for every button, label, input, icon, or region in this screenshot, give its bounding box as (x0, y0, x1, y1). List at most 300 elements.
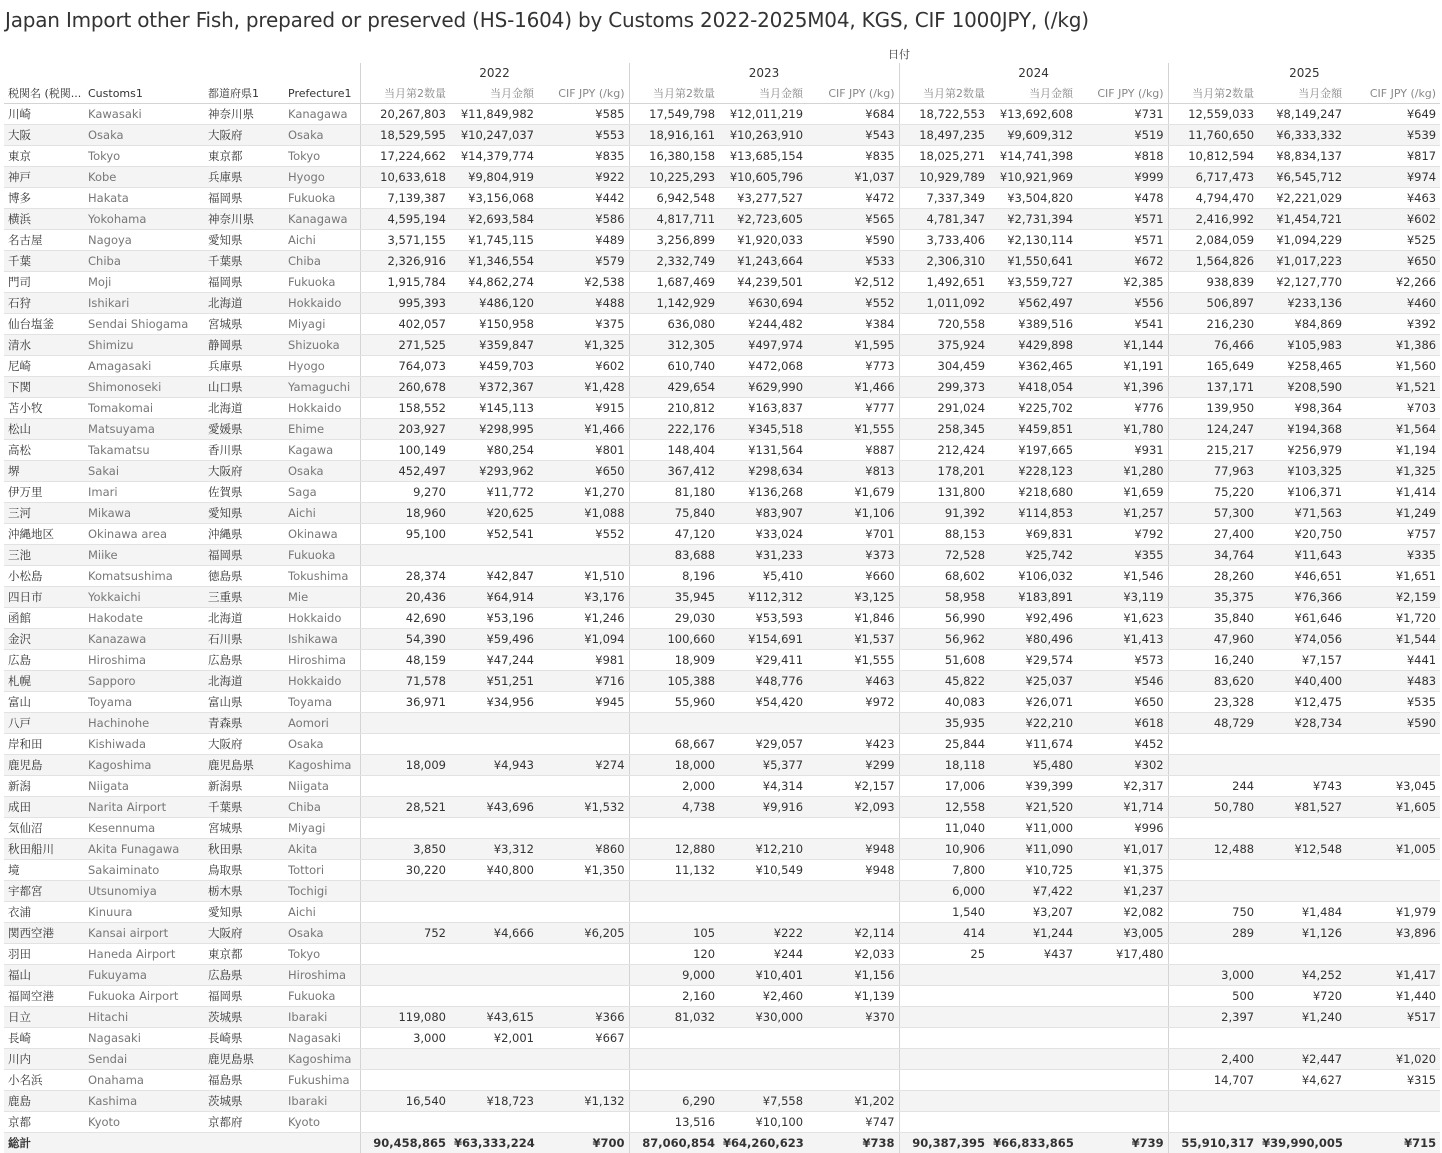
amount-cell: ¥14,741,398 (989, 146, 1077, 167)
amount-cell: ¥81,527 (1258, 797, 1346, 818)
amount-cell: ¥222 (719, 923, 807, 944)
customs-en-header[interactable]: Customs1 (84, 83, 204, 104)
prefecture-en: Shizuoka (284, 335, 360, 356)
cif-cell (1077, 1091, 1168, 1112)
amount-cell: ¥2,221,029 (1258, 188, 1346, 209)
prefecture-jp: 福島県 (204, 1070, 284, 1091)
quantity-header[interactable]: 当月第2数量 (360, 83, 450, 104)
quantity-cell: 212,424 (899, 440, 989, 461)
quantity-cell: 95,100 (360, 524, 450, 545)
table-row[interactable] (4, 1091, 1440, 1112)
amount-cell: ¥5,377 (719, 755, 807, 776)
cif-cell: ¥384 (807, 314, 899, 335)
quantity-cell: 6,000 (899, 881, 989, 902)
table-row[interactable] (4, 482, 1440, 503)
amount-cell (719, 1028, 807, 1049)
customs-name-en: Hakata (84, 188, 204, 209)
cif-cell: ¥2,266 (1346, 272, 1440, 293)
cif-cell: ¥315 (1346, 1070, 1440, 1091)
table-row[interactable] (4, 188, 1440, 209)
quantity-cell (629, 1049, 719, 1070)
quantity-cell: 47,960 (1168, 629, 1258, 650)
amount-cell (719, 1070, 807, 1091)
cif-cell (1346, 1091, 1440, 1112)
amount-cell: ¥472,068 (719, 356, 807, 377)
table-row[interactable] (4, 734, 1440, 755)
amount-cell: ¥11,772 (450, 482, 538, 503)
prefecture-jp: 愛知県 (204, 503, 284, 524)
customs-name-en: Sapporo (84, 671, 204, 692)
amount-cell: ¥630,694 (719, 293, 807, 314)
amount-header[interactable]: 当月金額 (450, 83, 538, 104)
table-row[interactable] (4, 944, 1440, 965)
customs-name-en: Amagasaki (84, 356, 204, 377)
amount-cell (989, 1007, 1077, 1028)
table-row[interactable] (4, 335, 1440, 356)
cif-cell: ¥375 (538, 314, 629, 335)
total-amount-cell: ¥39,990,005 (1258, 1133, 1346, 1153)
customs-name-jp: 宇都宮 (4, 881, 84, 902)
amount-cell: ¥1,745,115 (450, 230, 538, 251)
amount-header[interactable]: 当月金額 (989, 83, 1077, 104)
prefecture-en: Miyagi (284, 818, 360, 839)
cif-cell: ¥553 (538, 125, 629, 146)
cif-cell: ¥299 (807, 755, 899, 776)
prefecture-jp: 千葉県 (204, 251, 284, 272)
prefecture-en: Aichi (284, 230, 360, 251)
quantity-cell: 2,416,992 (1168, 209, 1258, 230)
customs-name-jp: 新潟 (4, 776, 84, 797)
quantity-cell (1168, 881, 1258, 902)
cif-cell: ¥2,512 (807, 272, 899, 293)
quantity-cell (360, 545, 450, 566)
customs-name-jp: 長崎 (4, 1028, 84, 1049)
quantity-cell: 165,649 (1168, 356, 1258, 377)
quantity-cell: 752 (360, 923, 450, 944)
cif-cell: ¥1,623 (1077, 608, 1168, 629)
cif-cell: ¥948 (807, 839, 899, 860)
quantity-cell: 68,667 (629, 734, 719, 755)
cif-cell: ¥701 (807, 524, 899, 545)
quantity-cell: 215,217 (1168, 440, 1258, 461)
cif-cell (538, 818, 629, 839)
quantity-cell: 56,962 (899, 629, 989, 650)
customs-name-en: Komatsushima (84, 566, 204, 587)
table-row[interactable] (4, 104, 1440, 125)
customs-name-en: Niigata (84, 776, 204, 797)
table-row[interactable] (4, 377, 1440, 398)
cif-cell: ¥571 (1077, 230, 1168, 251)
quantity-cell: 18,909 (629, 650, 719, 671)
year-header[interactable]: 2023 (629, 63, 899, 83)
table-row[interactable] (4, 251, 1440, 272)
table-row[interactable] (4, 755, 1440, 776)
quantity-cell: 7,800 (899, 860, 989, 881)
cif-cell: ¥1,440 (1346, 986, 1440, 1007)
cif-cell: ¥813 (807, 461, 899, 482)
amount-cell: ¥43,696 (450, 797, 538, 818)
prefecture-en: Hokkaido (284, 671, 360, 692)
customs-name-en: Imari (84, 482, 204, 503)
cif-cell (807, 1049, 899, 1070)
customs-name-en: Fukuyama (84, 965, 204, 986)
table-row[interactable] (4, 566, 1440, 587)
table-row[interactable] (4, 902, 1440, 923)
cif-cell: ¥1,414 (1346, 482, 1440, 503)
table-row[interactable] (4, 524, 1440, 545)
quantity-cell: 500 (1168, 986, 1258, 1007)
customs-name-en: Hachinohe (84, 713, 204, 734)
cif-cell: ¥1,139 (807, 986, 899, 1007)
customs-name-en: Hitachi (84, 1007, 204, 1028)
cif-cell (1077, 1028, 1168, 1049)
quantity-cell: 12,559,033 (1168, 104, 1258, 125)
quantity-cell: 1,011,092 (899, 293, 989, 314)
quantity-cell: 48,729 (1168, 713, 1258, 734)
table-row[interactable] (4, 629, 1440, 650)
table-row[interactable] (4, 650, 1440, 671)
amount-cell: ¥5,480 (989, 755, 1077, 776)
prefecture-jp: 東京都 (204, 944, 284, 965)
amount-cell (450, 1112, 538, 1133)
table-row[interactable] (4, 503, 1440, 524)
table-row[interactable] (4, 671, 1440, 692)
prefecture-en: Tokushima (284, 566, 360, 587)
quantity-cell: 995,393 (360, 293, 450, 314)
cif-cell: ¥1,386 (1346, 335, 1440, 356)
table-row[interactable] (4, 356, 1440, 377)
amount-cell: ¥53,196 (450, 608, 538, 629)
table-row[interactable] (4, 797, 1440, 818)
table-row[interactable] (4, 986, 1440, 1007)
cif-cell (1077, 1007, 1168, 1028)
cif-cell (538, 1070, 629, 1091)
prefecture-en-header[interactable]: Prefecture1 (284, 83, 360, 104)
cif-cell (538, 734, 629, 755)
table-row[interactable] (4, 272, 1440, 293)
amount-cell: ¥29,057 (719, 734, 807, 755)
cif-cell (1077, 986, 1168, 1007)
year-header[interactable]: 2022 (360, 63, 629, 83)
amount-cell: ¥14,379,774 (450, 146, 538, 167)
prefecture-en: Fukuoka (284, 545, 360, 566)
cif-cell: ¥525 (1346, 230, 1440, 251)
amount-cell: ¥29,411 (719, 650, 807, 671)
table-body (4, 104, 1440, 1153)
amount-cell: ¥9,804,919 (450, 167, 538, 188)
amount-cell: ¥3,156,068 (450, 188, 538, 209)
prefecture-en: Aomori (284, 713, 360, 734)
quantity-cell: 71,578 (360, 671, 450, 692)
table-row[interactable] (4, 839, 1440, 860)
customs-name-en: Kawasaki (84, 104, 204, 125)
cif-cell (1346, 860, 1440, 881)
table-row[interactable] (4, 398, 1440, 419)
cif-cell: ¥835 (538, 146, 629, 167)
prefecture-jp: 山口県 (204, 377, 284, 398)
quantity-cell: 17,549,798 (629, 104, 719, 125)
customs-name-jp: 京都 (4, 1112, 84, 1133)
table-row[interactable] (4, 293, 1440, 314)
prefecture-jp: 愛媛県 (204, 419, 284, 440)
quantity-cell: 81,032 (629, 1007, 719, 1028)
prefecture-jp: 栃木県 (204, 881, 284, 902)
table-row[interactable] (4, 419, 1440, 440)
quantity-header[interactable]: 当月第2数量 (1168, 83, 1258, 104)
table-row[interactable] (4, 209, 1440, 230)
cif-cell: ¥945 (538, 692, 629, 713)
quantity-cell: 18,722,553 (899, 104, 989, 125)
year-header[interactable]: 2025 (1168, 63, 1440, 83)
customs-name-jp: 鹿島 (4, 1091, 84, 1112)
customs-name-en: Kinuura (84, 902, 204, 923)
customs-name-jp: 小松島 (4, 566, 84, 587)
table-row[interactable] (4, 545, 1440, 566)
amount-cell: ¥10,549 (719, 860, 807, 881)
prefecture-en: Kyoto (284, 1112, 360, 1133)
prefecture-jp: 福岡県 (204, 986, 284, 1007)
cif-cell: ¥1,595 (807, 335, 899, 356)
table-row[interactable] (4, 1112, 1440, 1133)
customs-name-jp: 日立 (4, 1007, 84, 1028)
table-row[interactable] (4, 713, 1440, 734)
prefecture-jp: 宮城県 (204, 818, 284, 839)
total-quantity-cell: 87,060,854 (629, 1133, 719, 1153)
quantity-cell: 51,608 (899, 650, 989, 671)
amount-cell (450, 776, 538, 797)
prefecture-en: Fukuoka (284, 188, 360, 209)
table-row[interactable] (4, 1049, 1440, 1070)
prefecture-jp-header[interactable]: 都道府県1 (204, 83, 284, 104)
cif-cell: ¥1,413 (1077, 629, 1168, 650)
amount-cell: ¥10,100 (719, 1112, 807, 1133)
quantity-cell (360, 1112, 450, 1133)
amount-cell: ¥4,314 (719, 776, 807, 797)
prefecture-en: Osaka (284, 923, 360, 944)
table-row[interactable] (4, 860, 1440, 881)
table-row[interactable] (4, 818, 1440, 839)
grand-total-row[interactable] (4, 1133, 1440, 1153)
cif-header[interactable]: CIF JPY (/kg) (807, 83, 899, 104)
table-row[interactable] (4, 440, 1440, 461)
quantity-cell (629, 902, 719, 923)
customs-name-en: Kyoto (84, 1112, 204, 1133)
cif-cell: ¥981 (538, 650, 629, 671)
cif-cell (538, 965, 629, 986)
customs-name-en: Tomakomai (84, 398, 204, 419)
customs-name-en: Haneda Airport (84, 944, 204, 965)
customs-name-en: Kagoshima (84, 755, 204, 776)
quantity-cell: 18,118 (899, 755, 989, 776)
cif-cell: ¥274 (538, 755, 629, 776)
table-row[interactable] (4, 881, 1440, 902)
cif-cell: ¥452 (1077, 734, 1168, 755)
table-row[interactable] (4, 146, 1440, 167)
table-row[interactable] (4, 125, 1440, 146)
amount-cell: ¥1,244 (989, 923, 1077, 944)
amount-cell: ¥31,233 (719, 545, 807, 566)
prefecture-en: Chiba (284, 251, 360, 272)
cif-cell: ¥2,538 (538, 272, 629, 293)
table-row[interactable] (4, 965, 1440, 986)
grand-total-label: 総計 (4, 1133, 84, 1153)
prefecture-en: Hiroshima (284, 965, 360, 986)
cif-cell: ¥1,510 (538, 566, 629, 587)
customs-name-en: Tokyo (84, 146, 204, 167)
quantity-cell: 2,332,749 (629, 251, 719, 272)
amount-cell (989, 1028, 1077, 1049)
cif-cell: ¥1,106 (807, 503, 899, 524)
prefecture-jp: 石川県 (204, 629, 284, 650)
customs-name-jp: 鹿児島 (4, 755, 84, 776)
quantity-cell: 25 (899, 944, 989, 965)
quantity-header[interactable]: 当月第2数量 (629, 83, 719, 104)
quantity-cell (1168, 1091, 1258, 1112)
quantity-cell: 105 (629, 923, 719, 944)
customs-name-en: Nagasaki (84, 1028, 204, 1049)
quantity-cell: 124,247 (1168, 419, 1258, 440)
table-row[interactable] (4, 776, 1440, 797)
cif-cell: ¥773 (807, 356, 899, 377)
amount-cell: ¥106,032 (989, 566, 1077, 587)
amount-cell: ¥437 (989, 944, 1077, 965)
cif-cell: ¥1,780 (1077, 419, 1168, 440)
prefecture-jp: 佐賀県 (204, 482, 284, 503)
amount-cell: ¥298,995 (450, 419, 538, 440)
prefecture-jp: 北海道 (204, 671, 284, 692)
quantity-cell (629, 713, 719, 734)
year-header[interactable]: 2024 (899, 63, 1168, 83)
amount-cell: ¥47,244 (450, 650, 538, 671)
prefecture-en: Hiroshima (284, 650, 360, 671)
prefecture-jp: 沖縄県 (204, 524, 284, 545)
amount-header[interactable]: 当月金額 (719, 83, 807, 104)
amount-cell: ¥80,496 (989, 629, 1077, 650)
customs-name-en: Yokkaichi (84, 587, 204, 608)
table-row[interactable] (4, 314, 1440, 335)
grand-total-blank (284, 1133, 360, 1153)
quantity-cell (1168, 734, 1258, 755)
customs-name-en: Hiroshima (84, 650, 204, 671)
amount-cell: ¥25,037 (989, 671, 1077, 692)
customs-jp-header[interactable]: 税関名 (税関... (4, 83, 84, 104)
table-row[interactable] (4, 167, 1440, 188)
quantity-cell: 18,916,161 (629, 125, 719, 146)
quantity-cell: 54,390 (360, 629, 450, 650)
amount-cell: ¥7,558 (719, 1091, 807, 1112)
quantity-cell (360, 713, 450, 734)
prefecture-jp: 徳島県 (204, 566, 284, 587)
cif-header[interactable]: CIF JPY (/kg) (1077, 83, 1168, 104)
amount-cell: ¥131,564 (719, 440, 807, 461)
cif-cell: ¥302 (1077, 755, 1168, 776)
cif-cell: ¥3,119 (1077, 587, 1168, 608)
customs-name-en: Sakaiminato (84, 860, 204, 881)
table-row[interactable] (4, 1007, 1440, 1028)
amount-cell: ¥459,703 (450, 356, 538, 377)
prefecture-en: Hyogo (284, 356, 360, 377)
quantity-cell (360, 944, 450, 965)
cif-cell: ¥1,088 (538, 503, 629, 524)
quantity-cell: 16,540 (360, 1091, 450, 1112)
quantity-cell: 4,794,470 (1168, 188, 1258, 209)
table-row[interactable] (4, 692, 1440, 713)
amount-header[interactable]: 当月金額 (1258, 83, 1346, 104)
quantity-cell: 216,230 (1168, 314, 1258, 335)
table-row[interactable] (4, 461, 1440, 482)
amount-cell (450, 986, 538, 1007)
amount-cell: ¥11,643 (1258, 545, 1346, 566)
customs-name-jp: 神戸 (4, 167, 84, 188)
cif-cell: ¥1,280 (1077, 461, 1168, 482)
customs-name-jp: 尼崎 (4, 356, 84, 377)
cif-cell: ¥915 (538, 398, 629, 419)
amount-cell: ¥83,907 (719, 503, 807, 524)
quantity-cell: 10,906 (899, 839, 989, 860)
cif-cell: ¥3,045 (1346, 776, 1440, 797)
customs-name-jp: 沖縄地区 (4, 524, 84, 545)
cif-cell (538, 1112, 629, 1133)
customs-name-en: Toyama (84, 692, 204, 713)
amount-cell (450, 1049, 538, 1070)
quantity-cell: 27,400 (1168, 524, 1258, 545)
table-row[interactable] (4, 1070, 1440, 1091)
quantity-header[interactable]: 当月第2数量 (899, 83, 989, 104)
cif-cell (1077, 1070, 1168, 1091)
quantity-cell (1168, 944, 1258, 965)
prefecture-jp: 広島県 (204, 965, 284, 986)
customs-name-en: Shimonoseki (84, 377, 204, 398)
prefecture-en: Fukushima (284, 1070, 360, 1091)
quantity-cell: 2,160 (629, 986, 719, 1007)
cif-cell: ¥535 (1346, 692, 1440, 713)
customs-name-jp: 名古屋 (4, 230, 84, 251)
amount-cell: ¥103,325 (1258, 461, 1346, 482)
quantity-cell: 10,929,789 (899, 167, 989, 188)
cif-header[interactable]: CIF JPY (/kg) (538, 83, 629, 104)
amount-cell: ¥359,847 (450, 335, 538, 356)
prefecture-jp: 大阪府 (204, 125, 284, 146)
customs-name-en: Yokohama (84, 209, 204, 230)
amount-cell (450, 881, 538, 902)
cif-cell: ¥1,257 (1077, 503, 1168, 524)
amount-cell: ¥25,742 (989, 545, 1077, 566)
amount-cell (989, 1112, 1077, 1133)
table-row[interactable] (4, 587, 1440, 608)
table-row[interactable] (4, 608, 1440, 629)
cif-cell: ¥667 (538, 1028, 629, 1049)
prefecture-en: Yamaguchi (284, 377, 360, 398)
amount-cell: ¥39,399 (989, 776, 1077, 797)
total-cif-cell: ¥738 (807, 1133, 899, 1153)
quantity-cell: 3,850 (360, 839, 450, 860)
cif-cell: ¥3,176 (538, 587, 629, 608)
quantity-cell (899, 1091, 989, 1112)
table-row[interactable] (4, 230, 1440, 251)
quantity-cell (1168, 1112, 1258, 1133)
table-row[interactable] (4, 1028, 1440, 1049)
prefecture-jp: 北海道 (204, 608, 284, 629)
customs-name-jp: 札幌 (4, 671, 84, 692)
cif-cell (1077, 1112, 1168, 1133)
amount-cell (1258, 860, 1346, 881)
cif-cell: ¥460 (1346, 293, 1440, 314)
customs-name-jp: 千葉 (4, 251, 84, 272)
amount-cell: ¥74,056 (1258, 629, 1346, 650)
cif-header[interactable]: CIF JPY (/kg) (1346, 83, 1440, 104)
amount-cell: ¥145,113 (450, 398, 538, 419)
table-row[interactable] (4, 923, 1440, 944)
